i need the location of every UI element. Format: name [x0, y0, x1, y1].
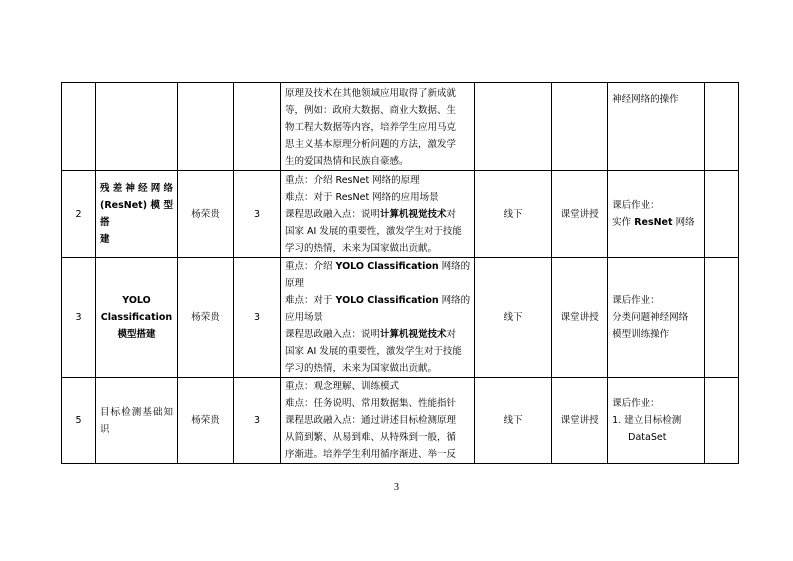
mode-cell: 线下 — [475, 258, 552, 378]
row-number: 3 — [62, 258, 96, 378]
notes-cell — [705, 378, 739, 464]
notes-cell — [705, 171, 739, 258]
row-number: 5 — [62, 378, 96, 464]
hours-cell: 3 — [234, 258, 281, 378]
hours-cell — [234, 83, 281, 171]
content-cell: 重点：介绍 ResNet 网络的原理 难点：对于 ResNet 网络的应用场景 课程思政融入点：说明计算机视觉技术对 国家 AI 发展的重要性，激发学生对于技能 学习的热情，未来为国家做出贡献。 — [281, 171, 475, 258]
mode-cell: 线下 — [475, 171, 552, 258]
page-number: 3 — [394, 482, 399, 493]
table-row — [62, 83, 739, 171]
method-cell: 课堂讲授 — [552, 171, 608, 258]
homework-cell: 课后作业： 实作 ResNet 网络 — [608, 171, 705, 258]
mode-cell — [475, 83, 552, 171]
teacher-cell: 杨荣贵 — [178, 258, 234, 378]
homework-cell: 课后作业： 分类问题神经网络 模型训练操作 — [608, 258, 705, 378]
homework-cell: 神经网络的操作 — [608, 83, 705, 171]
content-cell: 重点：介绍 YOLO Classification 网络的 原理 难点：对于 YOLO Classification 网络的 应用场景 课程思政融入点：说明计算机视觉技术对 国家 AI 发展的重要性，激发学生对于技能 学习的热情，未来为国家做出贡献。 — [281, 258, 475, 378]
table-row — [62, 378, 739, 464]
method-cell: 课堂讲授 — [552, 258, 608, 378]
course-schedule-table — [61, 82, 739, 464]
course-name: 目标检测基础知 识 — [96, 378, 178, 464]
method-cell: 课堂讲授 — [552, 378, 608, 464]
course-name: YOLO Classification 模型搭建 — [96, 258, 178, 378]
notes-cell — [705, 83, 739, 171]
method-cell — [552, 83, 608, 171]
row-number — [62, 83, 96, 171]
course-name — [96, 83, 178, 171]
teacher-cell: 杨荣贵 — [178, 171, 234, 258]
table-row — [62, 171, 739, 258]
notes-cell — [705, 258, 739, 378]
teacher-cell — [178, 83, 234, 171]
table-row — [62, 258, 739, 378]
teacher-cell: 杨荣贵 — [178, 378, 234, 464]
row-number: 2 — [62, 171, 96, 258]
homework-cell: 课后作业： 1. 建立目标检测 DataSet — [608, 378, 705, 464]
hours-cell: 3 — [234, 378, 281, 464]
content-cell: 重点：观念理解、训练模式 难点：任务说明、常用数据集、性能指针 课程思政融入点：通过讲述目标检测原理 从简到繁、从易到难、从特殊到一般，循 序渐进。培养学生利用循序渐进、举一反 — [281, 378, 475, 464]
mode-cell: 线下 — [475, 378, 552, 464]
content-cell: 原理及技术在其他领域应用取得了新成就 等，例如：政府大数据、商业大数据、生 物工程大数据等内容，培养学生应用马克 思主义基本原理分析问题的方法，激发学 生的爱国热情和民族自豪感。 — [281, 83, 475, 171]
hours-cell: 3 — [234, 171, 281, 258]
course-name: 残差神经网络 (ResNet)模型搭 建 — [96, 171, 178, 258]
